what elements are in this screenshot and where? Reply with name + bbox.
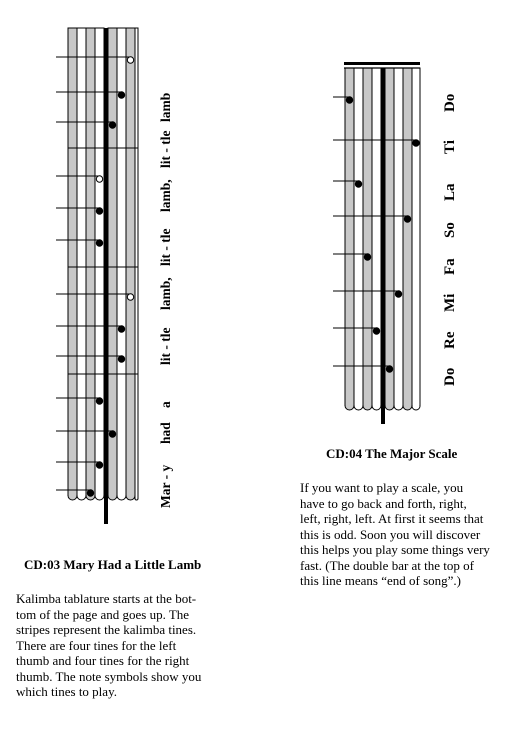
tine-body — [412, 68, 420, 406]
paragraph-line: Kalimba tablature starts at the bot- — [16, 591, 197, 606]
tine-body — [95, 28, 104, 496]
tine-body — [394, 68, 403, 406]
solfege-so: So — [442, 222, 458, 238]
lyric-a: a — [158, 401, 173, 408]
center-bar — [381, 68, 385, 424]
tine-body — [372, 68, 381, 406]
lyrics-column — [158, 40, 178, 510]
solfege-column — [442, 90, 462, 390]
lyric-lamb-1: lamb, — [158, 277, 173, 310]
note-head — [355, 181, 361, 187]
solfege-do-high: Do — [442, 93, 458, 112]
note-head — [364, 254, 370, 260]
note-head — [109, 431, 115, 437]
solfege-do-low: Do — [442, 367, 458, 386]
note-head — [96, 240, 102, 246]
lyric-little-3: lit - tle — [158, 130, 173, 168]
paragraph-line: thumb and four tines for the right — [16, 653, 190, 668]
tine-body — [68, 28, 77, 496]
note-head — [127, 57, 133, 63]
tine-body — [108, 28, 117, 496]
tine-body — [363, 68, 372, 406]
tine-body — [345, 68, 354, 406]
paragraph-line: which tines to play. — [16, 684, 117, 699]
note-head — [96, 176, 102, 182]
paragraph-line: have to go back and forth, right, — [300, 495, 467, 511]
paragraph-line: stripes represent the kalimba tines. — [16, 622, 197, 637]
note-head — [346, 97, 352, 103]
solfege-fa: Fa — [442, 258, 458, 275]
note-head — [109, 122, 115, 128]
note-head — [96, 462, 102, 468]
paragraph-line: this line means “end of song”.) — [300, 573, 462, 588]
center-bar — [104, 28, 108, 524]
solfege-mi: Mi — [442, 293, 458, 312]
paragraph-line: fast. (The double bar at the top of — [300, 557, 474, 573]
lyric-lamb-3: lamb — [158, 92, 173, 122]
tine-body — [77, 28, 86, 496]
caption-mary-had-a-little-lamb: CD:03 Mary Had a Little Lamb — [24, 557, 202, 572]
lyric-lamb-2: lamb, — [158, 179, 173, 212]
solfege-ti: Ti — [442, 140, 458, 154]
paragraph-line: this is odd. Soon you will discover — [300, 526, 481, 542]
note-head — [127, 294, 133, 300]
tine-body — [135, 28, 138, 499]
lyric-had: had — [158, 422, 173, 444]
tine-body — [354, 68, 363, 406]
tine-body — [126, 28, 135, 496]
paragraph-line: left, right, left. At first it seems that — [300, 511, 484, 526]
caption-the-major-scale: CD:04 The Major Scale — [326, 446, 458, 461]
paragraph-line: this helps you play some things very — [300, 542, 490, 557]
note-head — [413, 140, 419, 146]
solfege-la: La — [442, 183, 458, 201]
end-bar-thick — [344, 62, 420, 65]
paragraph-scale-explanation — [300, 480, 490, 589]
note-head — [96, 208, 102, 214]
paragraph-tablature-explanation — [16, 591, 201, 700]
note-head — [87, 490, 93, 496]
solfege-re: Re — [442, 331, 458, 349]
note-head — [386, 366, 392, 372]
lyric-little-1: lit - tle — [158, 327, 173, 365]
note-head — [373, 328, 379, 334]
paragraph-line: There are four tines for the left — [16, 637, 177, 653]
paragraph-line: thumb. The note symbols show you — [16, 668, 202, 684]
paragraph-line: If you want to play a scale, you — [300, 480, 464, 495]
note-head — [118, 356, 124, 362]
lyric-little-2: lit - tle — [158, 228, 173, 266]
note-head — [118, 326, 124, 332]
note-head — [395, 291, 401, 297]
tine-body — [403, 68, 412, 406]
note-head — [404, 216, 410, 222]
tine-body — [385, 68, 394, 406]
note-head — [118, 92, 124, 98]
tine-body — [86, 28, 95, 496]
note-head — [96, 398, 102, 404]
paragraph-line: tom of the page and goes up. The — [16, 606, 190, 622]
lyric-mary: Mar - y — [158, 464, 173, 508]
